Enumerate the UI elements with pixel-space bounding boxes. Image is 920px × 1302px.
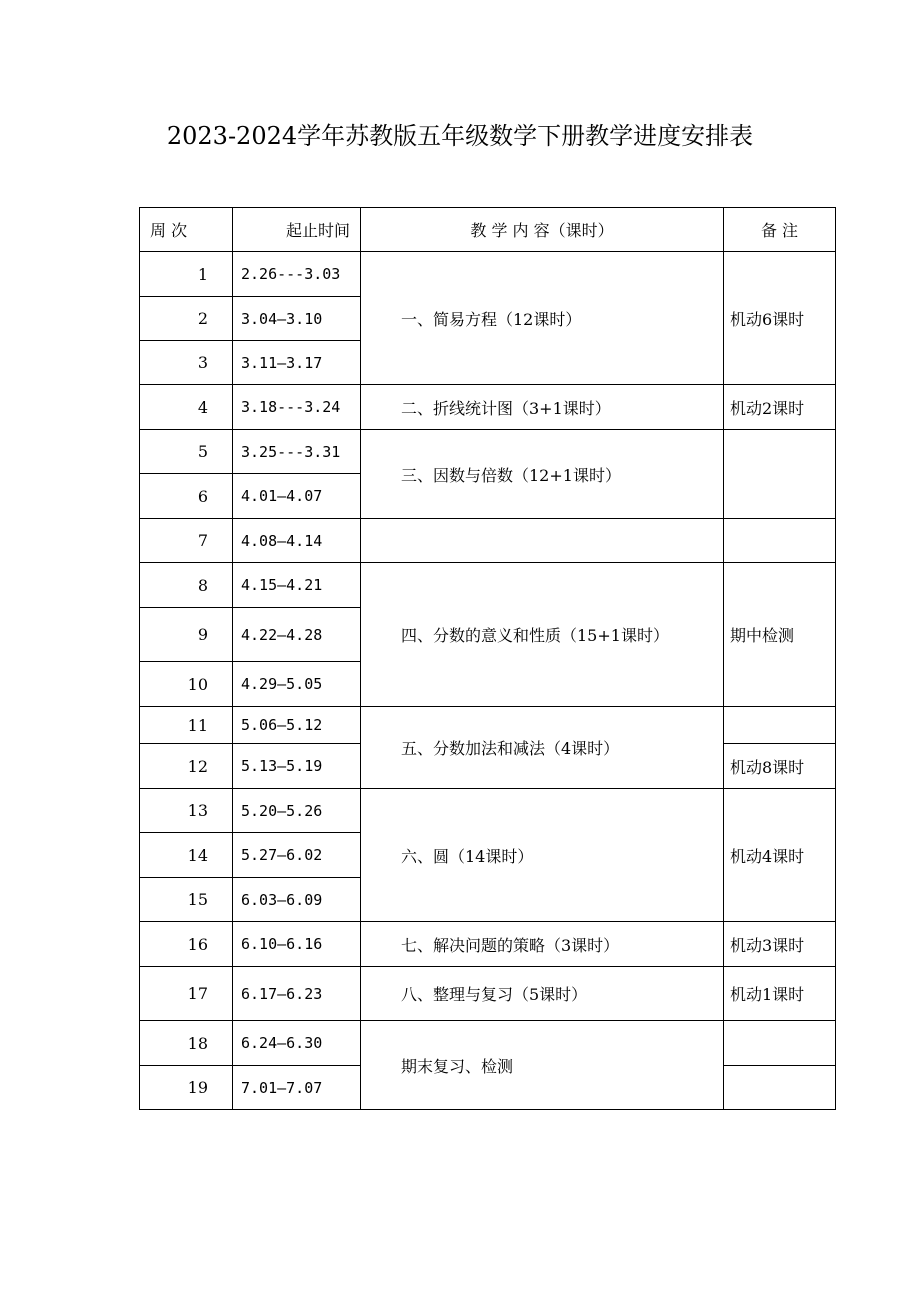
- week-number: 1: [140, 252, 233, 297]
- week-number: 8: [140, 563, 233, 608]
- table-row: [140, 385, 836, 430]
- note: [724, 707, 836, 744]
- date-range: 4.08—4.14: [233, 519, 361, 563]
- week-number: 2: [140, 297, 233, 341]
- note: 机动8课时: [724, 744, 836, 789]
- week-number: 5: [140, 430, 233, 474]
- date-range: 3.04—3.10: [233, 297, 361, 341]
- week-number: 19: [140, 1066, 233, 1110]
- header-content: 教 学 内 容（课时）: [361, 208, 724, 252]
- date-range: 6.17—6.23: [233, 967, 361, 1021]
- unit-content: 三、因数与倍数（12+1课时）: [361, 430, 724, 519]
- week-number: 12: [140, 744, 233, 789]
- week-number: 16: [140, 922, 233, 967]
- table-row: [140, 967, 836, 1021]
- table-row: [140, 430, 836, 474]
- page-title: 2023-2024学年苏教版五年级数学下册教学进度安排表: [166, 122, 754, 150]
- date-range: 5.27—6.02: [233, 833, 361, 878]
- date-range: 3.18---3.24: [233, 385, 361, 430]
- unit-content: 四、分数的意义和性质（15+1课时）: [361, 563, 724, 707]
- date-range: 5.20—5.26: [233, 789, 361, 833]
- note: 机动3课时: [724, 922, 836, 967]
- table-row: [140, 519, 836, 563]
- unit-content: 五、分数加法和减法（4课时）: [361, 707, 724, 789]
- unit-content: 七、解决问题的策略（3课时）: [361, 922, 724, 967]
- unit-content: 二、折线统计图（3+1课时）: [361, 385, 724, 430]
- header-note: 备 注: [724, 208, 836, 252]
- date-range: 6.03—6.09: [233, 878, 361, 922]
- table-row: [140, 789, 836, 833]
- date-range: 4.22—4.28: [233, 608, 361, 662]
- date-range: 4.29—5.05: [233, 662, 361, 707]
- note: [724, 430, 836, 519]
- note: 期中检测: [724, 563, 836, 707]
- note: 机动6课时: [724, 252, 836, 385]
- note: [724, 1021, 836, 1066]
- week-number: 15: [140, 878, 233, 922]
- table-row: [140, 252, 836, 297]
- week-number: 18: [140, 1021, 233, 1066]
- date-range: 5.13—5.19: [233, 744, 361, 789]
- week-number: 13: [140, 789, 233, 833]
- note: 机动2课时: [724, 385, 836, 430]
- schedule-table: [139, 207, 836, 1110]
- week-number: 17: [140, 967, 233, 1021]
- week-number: 11: [140, 707, 233, 744]
- unit-content: 一、简易方程（12课时）: [361, 252, 724, 385]
- date-range: 4.15—4.21: [233, 563, 361, 608]
- week-number: 10: [140, 662, 233, 707]
- week-number: 9: [140, 608, 233, 662]
- unit-content: 期末复习、检测: [361, 1021, 724, 1110]
- date-range: 2.26---3.03: [233, 252, 361, 297]
- table-header-row: [140, 208, 836, 252]
- table-row: [140, 1021, 836, 1066]
- table-row: [140, 707, 836, 744]
- week-number: 7: [140, 519, 233, 563]
- week-number: 14: [140, 833, 233, 878]
- date-range: 3.25---3.31: [233, 430, 361, 474]
- note: 机动4课时: [724, 789, 836, 922]
- unit-content: 六、圆（14课时）: [361, 789, 724, 922]
- unit-content: 八、整理与复习（5课时）: [361, 967, 724, 1021]
- date-range: 6.24—6.30: [233, 1021, 361, 1066]
- date-range: 4.01—4.07: [233, 474, 361, 519]
- unit-content: [361, 519, 724, 563]
- note: 机动1课时: [724, 967, 836, 1021]
- table-row: [140, 922, 836, 967]
- note: [724, 1066, 836, 1110]
- week-number: 4: [140, 385, 233, 430]
- week-number: 3: [140, 341, 233, 385]
- date-range: 7.01—7.07: [233, 1066, 361, 1110]
- header-week: 周 次: [140, 208, 233, 252]
- header-dates: 起止时间: [233, 208, 361, 252]
- date-range: 5.06—5.12: [233, 707, 361, 744]
- note: [724, 519, 836, 563]
- table-row: [140, 563, 836, 608]
- week-number: 6: [140, 474, 233, 519]
- date-range: 6.10—6.16: [233, 922, 361, 967]
- date-range: 3.11—3.17: [233, 341, 361, 385]
